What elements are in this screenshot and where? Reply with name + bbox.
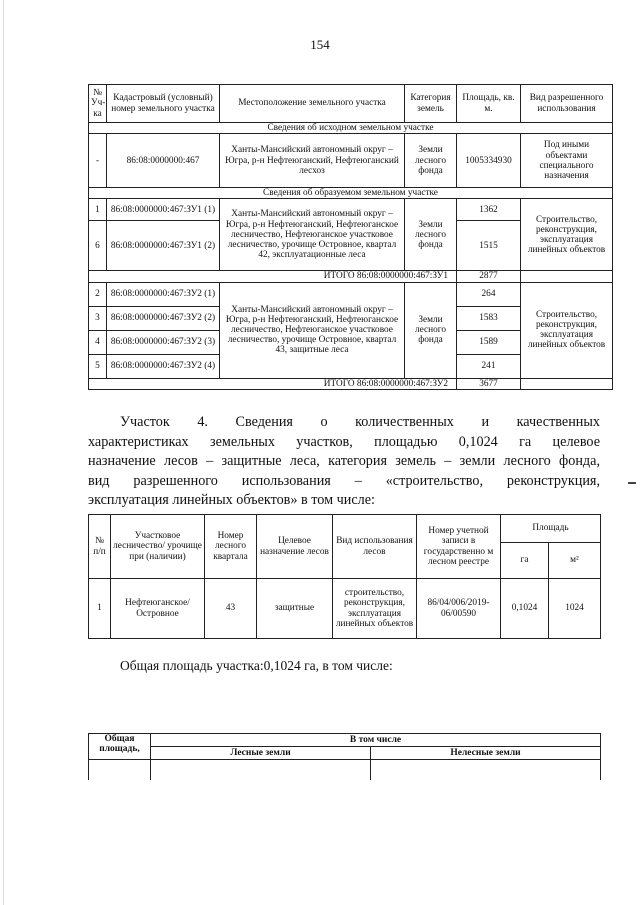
cell-cadastral: 86:08:0000000:467:ЗУ2 (4) <box>107 354 220 378</box>
cell-area: 1583 <box>457 306 521 330</box>
total-area-text: Общая площадь участка:0,1024 га, в том числе: <box>120 658 393 673</box>
cell-cadastral: 86:08:0000000:467:ЗУ2 (1) <box>107 282 220 306</box>
header-num: № Уч-ка <box>89 85 107 123</box>
total-label: ИТОГО 86:08:0000000:467:ЗУ1 <box>89 271 457 282</box>
cell-area: 1005334930 <box>457 134 521 188</box>
cell-cadastral: 86:08:0000000:467:ЗУ1 (1) <box>107 199 220 221</box>
header-use: Вид использования лесов <box>333 515 417 579</box>
header-area-m2: м² <box>549 543 601 579</box>
cell-num: 1 <box>89 199 107 221</box>
cell-quarter: 43 <box>205 579 257 639</box>
header-use: Вид разрешенного использования <box>521 85 613 123</box>
cell-use: Под иными объектами специального назначения <box>521 134 613 188</box>
header-record: Номер учетной записи в государственно м лесном реестре <box>417 515 501 579</box>
cell-cadastral: 86:08:0000000:467 <box>107 134 220 188</box>
cell-num: 4 <box>89 330 107 354</box>
header-area-ha: га <box>501 543 549 579</box>
total-area-header: Общая площадь, <box>89 734 151 760</box>
cell-area-m2: 1024 <box>549 579 601 639</box>
cell-use: Строительство, реконструкция, эксплуатация линейных объектов <box>521 282 613 378</box>
cell-use: Строительство, реконструкция, эксплуатация линейных объектов <box>521 199 613 271</box>
total-area: 2877 <box>457 271 521 282</box>
paragraph-line: характеристиках земельных участков, площадью 0,1024 га целевое <box>88 433 600 450</box>
cell-area-ha: 0,1024 <box>501 579 549 639</box>
scan-edge <box>3 0 4 905</box>
cell-num: 2 <box>89 282 107 306</box>
forest-plot-table <box>88 514 601 639</box>
paragraph-line: эксплуатация линейных объектов» в том числе: <box>88 492 375 508</box>
cell-area: 241 <box>457 354 521 378</box>
table-row <box>89 579 601 639</box>
table-row <box>89 134 613 188</box>
header-forestry: Участковое лесничество/ урочище при (наличии) <box>111 515 205 579</box>
total-empty <box>521 271 613 282</box>
scan-mark <box>628 482 636 484</box>
total-area: 3677 <box>457 378 521 389</box>
cell-use: строительство, реконструкция, эксплуатация линейных объектов <box>333 579 417 639</box>
cell-cadastral: 86:08:0000000:467:ЗУ1 (2) <box>107 221 220 271</box>
cell-num: 3 <box>89 306 107 330</box>
header-area: Площадь <box>501 515 601 543</box>
cell-area: 1589 <box>457 330 521 354</box>
table-header-row <box>89 515 601 543</box>
section-formed-title: Сведения об образуемом земельном участке <box>89 188 613 199</box>
cell-location: Ханты-Мансийский автономный округ – Югра, р-н Нефтеюганский, Нефтеюганское лесничество, Нефтеюганское участковое лесничество, урочище Островное, квартал 43, защитные леса <box>220 282 405 378</box>
cell-cadastral: 86:08:0000000:467:ЗУ2 (3) <box>107 330 220 354</box>
header-area: Площадь, кв. м. <box>457 85 521 123</box>
cell-num: 6 <box>89 221 107 271</box>
total-row <box>89 378 613 389</box>
cell-num: 5 <box>89 354 107 378</box>
cell-category: Земли лесного фонда <box>405 282 457 378</box>
paragraph-line: назначение лесов – защитные леса, категория земель – земли лесного фонда, <box>88 453 600 469</box>
total-label: ИТОГО 86:08:0000000:467:ЗУ2 <box>89 378 457 389</box>
table-header-row <box>89 85 613 123</box>
cell-location: Ханты-Мансийский автономный округ – Югра, р-н Нефтеюганский, Нефтеюганское лесничество, Нефтеюганское участковое лесничество, урочище Островное, квартал 42, эксплуатационные леса <box>220 199 405 271</box>
cell-purpose: защитные <box>257 579 333 639</box>
page-number: 154 <box>310 37 330 52</box>
cell-forestry: Нефтеюганское/ Островное <box>111 579 205 639</box>
land-plots-table <box>88 84 613 390</box>
cell-category: Земли лесного фонда <box>405 134 457 188</box>
header-category: Категория земель <box>405 85 457 123</box>
header-quarter: Номер лесного квартала <box>205 515 257 579</box>
section-original-title: Сведения об исходном земельном участке <box>89 123 613 134</box>
total-empty <box>521 378 613 389</box>
page-bottom-cut <box>80 780 620 810</box>
including-header: В том числе <box>151 734 601 747</box>
header-cadastral: Кадастровый (условный) номер земельного участка <box>107 85 220 123</box>
cell-area: 1515 <box>457 221 521 271</box>
cell-cadastral: 86:08:0000000:467:ЗУ2 (2) <box>107 306 220 330</box>
paragraph-line: вид разрешенного использования – «строительство, реконструкция, <box>88 472 600 489</box>
paragraph-line: Участок 4. Сведения о количественных и качественных <box>120 414 600 430</box>
header-num: № п/п <box>89 515 111 579</box>
nonforest-lands-header: Нелесные земли <box>371 747 601 760</box>
cell-category: Земли лесного фонда <box>405 199 457 271</box>
cell-num: - <box>89 134 107 188</box>
table-row <box>89 199 613 221</box>
plot-description <box>88 413 600 511</box>
cell-record: 86/04/006/2019-06/00590 <box>417 579 501 639</box>
total-row <box>89 271 613 282</box>
cell-area: 1362 <box>457 199 521 221</box>
forest-lands-header: Лесные земли <box>151 747 371 760</box>
header-purpose: Целевое назначение лесов <box>257 515 333 579</box>
cell-location: Ханты-Мансийский автономный округ – Югра, р-н Нефтеюганский, Нефтеюганский лесхоз <box>220 134 405 188</box>
table-row <box>89 282 613 306</box>
header-location: Местоположение земельного участка <box>220 85 405 123</box>
cell-area: 264 <box>457 282 521 306</box>
cell-num: 1 <box>89 579 111 639</box>
